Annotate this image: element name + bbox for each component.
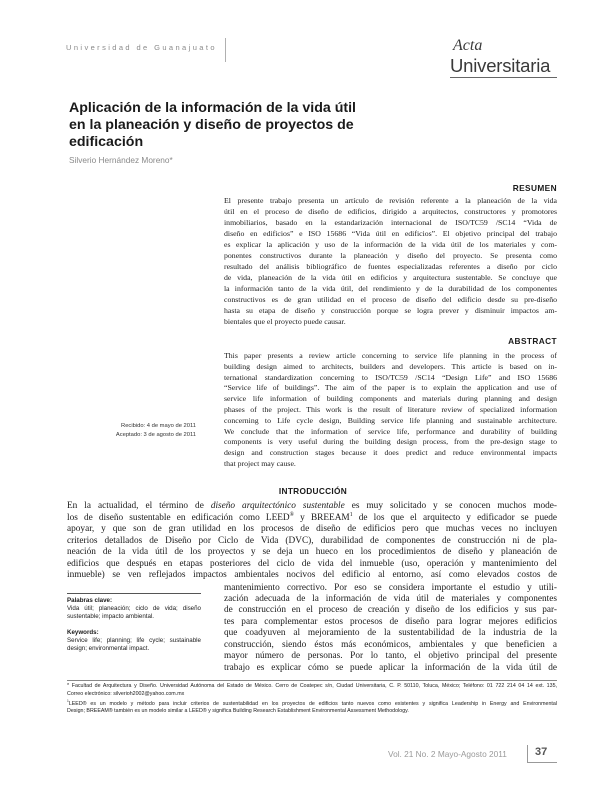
text-line: diseño en edificios” e ISO 15686 “Vida útil en edificios”. El objetivo principal del trabajo	[224, 229, 557, 238]
text-line: Vida útil; planeación; ciclo de vida; diseño	[67, 605, 201, 612]
text-line: que coadyuven al mejoramiento de la sustentabilidad de la industria de la	[224, 628, 557, 639]
text-line: de vida, planeación de la vida útil en edificios y arquitectura sustentable. Se concluye que	[224, 273, 557, 282]
keywords-spacer	[67, 621, 201, 629]
palabras-clave-label: Palabras clave:	[67, 597, 113, 604]
intro-text-column	[224, 583, 557, 675]
text-line: ponentes constructivos durante la planeación y diseño del proyecto. Se presenta como	[224, 251, 557, 260]
footnotes	[67, 683, 557, 716]
text-line: edificios que después en etapas posteriores del ciclo de vida del inmueble (uso, operación y mantenimiento del	[67, 558, 557, 569]
text-line: apoyar, y que son de gran utilidad en los procesos de diseño de edificios pero que muchas veces no incluyen	[67, 524, 557, 534]
keywords-list	[67, 637, 201, 653]
text-line: This paper presents a review article concerning to service life planning in the process of	[224, 351, 557, 360]
accepted-date: Aceptado: 3 de agosto de 2011	[115, 432, 196, 438]
text-line: mayor número de personas. Por lo tanto, el objetivo principal del presente	[224, 651, 557, 662]
resumen-heading: RESUMEN	[512, 183, 557, 193]
text-line: Aplicación de la información de la vida útil	[69, 100, 356, 116]
text-line: Correo electrónico: silverioh2002@yahoo.com.mx	[67, 690, 185, 697]
text-line	[67, 513, 557, 525]
text-line: edificación	[69, 134, 144, 150]
introduccion-heading: INTRODUCCIÓN	[278, 486, 348, 496]
issue-info: Vol. 21 No. 2 Mayo-Agosto 2011	[388, 749, 507, 759]
superscript: ®	[289, 511, 295, 518]
text-line: trabajo es explicar cómo se puede aplicar la información de la vida útil de	[224, 662, 557, 673]
abstract-text	[224, 351, 557, 470]
text-line: design and construction stages because it does predict and reduce environmental impacts	[224, 448, 557, 458]
text-line	[67, 501, 557, 513]
text-line: criterios detallados de Diseño por Ciclo de Vida (DVC), durabilidad de componentes de construcción ni de pla-	[67, 535, 557, 546]
text-line: bientales que el proyecto puede causar.	[224, 317, 346, 326]
italic-text: diseño arquitectónico sustentable	[210, 501, 345, 511]
text-line: inmueble) se ven reflejados impactos ambientales nocivos del edificio al entorno, así como elevados costos de	[67, 570, 557, 580]
text-line: ternational standardization concerning to ISO/TC59 /SC14 “Design Life” and ISO 15686	[224, 372, 557, 382]
text-line: inmobiliarios, basado en la estandarización internacional de ISO/TC59 /SC14 “Vida de	[224, 218, 557, 227]
submission-dates	[96, 422, 196, 440]
text-line: útil en el proceso de diseño de edificios, dirigido a arquitectos, constructores y promotores	[224, 207, 557, 216]
text-line: “Service life of buildings”. The aim of the paper is to explain the application and use of	[224, 383, 557, 393]
text-line: resultado del análisis bibliográfico de fuentes especializadas referentes a diseño por ciclo	[224, 262, 557, 271]
text-line: tes para complementar estos procesos de diseño para lograr mejores edificios	[224, 616, 557, 627]
footnote-paragraph	[67, 698, 557, 716]
text-line: components is very useful during the building design process, from the pre-design stage to	[224, 437, 557, 447]
text-line: zación adecuada de la información de vida útil de materiales y componentes	[224, 593, 557, 604]
text-line: construcción, siendo éstos más económicos, ambientales y que beneficien a	[224, 639, 557, 650]
text-line: * Facultad de Arquitectura y Diseño. Universidad Autónoma del Estado de México. Cerro de Coatepec s/n, Ciudad Universitaria, C. P. 50110, Toluca, México; Teléfono: 01 722 214 04 14 ext. 135,	[67, 683, 557, 689]
text-line: en la planeación y diseño de proyectos de	[69, 117, 354, 133]
footnote-paragraph	[67, 683, 557, 698]
keywords-label: Keywords:	[67, 629, 99, 636]
text-line: Service life; planning; life cycle; sustainable	[67, 637, 201, 644]
header-divider	[225, 38, 226, 62]
article-title	[69, 100, 399, 151]
text-segment: es muy solicitado y se conocen muchos mode-	[344, 501, 557, 511]
logo-universitaria: Universitaria	[450, 55, 551, 76]
received-date: Recibido: 4 de mayo de 2011	[121, 423, 196, 429]
journal-university: Universidad de Guanajuato	[66, 43, 217, 52]
text-line: service life information of building components and materials during planning and design	[224, 394, 557, 404]
intro-text-full-width	[67, 501, 557, 582]
resumen-text	[224, 195, 557, 327]
keywords-box	[67, 593, 201, 653]
text-line: la información tanto de la vida útil, del rendimiento y de la durabilidad de los componentes	[224, 284, 557, 293]
text-segment: En la actualidad, el término de	[67, 501, 211, 511]
text-line: Design; BREEAM® también es un modelo similar a LEED® y significa Building Research Establishment Environmental Assessment Methodology.	[67, 708, 409, 715]
page-number: 37	[535, 746, 548, 758]
text-line: sustentable; impacto ambiental.	[67, 613, 155, 620]
palabras-clave-list	[67, 605, 201, 621]
abstract-heading: ABSTRACT	[508, 336, 557, 346]
text-line: that project may cause.	[224, 458, 296, 468]
text-line: design; environmental impact.	[67, 645, 150, 652]
text-segment: de los que el arquitecto y edificador se puede	[352, 512, 557, 523]
logo-underline	[450, 77, 557, 78]
text-segment: LEED® es un modelo y método para incluir criterios de sustentabilidad en los proyectos de edificios tanto nuevos como existentes y significa Leadership in Energy and Environmental	[68, 700, 557, 707]
text-segment: los de diseño sustentable en edificación como LEED	[67, 512, 290, 523]
text-line: building design aimed to architects, builders and developers. This article is based on in-	[224, 361, 557, 371]
text-line: neación de la vida útil de los proyectos y se deja un hueco en los procedimientos de diseño y planeación de	[67, 547, 557, 557]
text-line: es explicar la aplicación y uso de la información de la vida útil de los materiales y com-	[224, 240, 557, 249]
text-line: constructivos es de gran utilidad en el proceso de diseño del edificio desde su pre-diseño	[224, 295, 557, 304]
text-line: de construcción en el proceso de creación y diseño de los edificios y sus par-	[224, 605, 557, 616]
footnote-separator	[67, 680, 557, 681]
superscript: 1	[67, 698, 69, 703]
footer-divider	[527, 745, 528, 762]
text-line: El presente trabajo presenta un artículo de revisión referente a la planeación de la vida	[224, 196, 557, 205]
text-segment: y BREEAM	[294, 512, 350, 523]
text-line: mantenimiento correctivo. Por eso se considera importante el estudio y utili-	[224, 582, 557, 593]
text-line: concerning to Life cycle design, Building service life planning and sustainable architecture.	[224, 415, 557, 425]
text-line: phases of the project. This work is the result of literature review of specialized information	[224, 404, 557, 414]
page-number-underline	[527, 762, 557, 763]
text-line: hasta su etapa de diseño y construcción porque se logra prever y disminuir impactos am-	[224, 306, 557, 315]
text-line: We conclude that the information of service life, performance and durability of building	[224, 426, 557, 436]
superscript: 1	[349, 511, 353, 518]
logo-acta: Acta	[453, 37, 483, 54]
article-author: Silverio Hernández Moreno*	[69, 155, 173, 165]
